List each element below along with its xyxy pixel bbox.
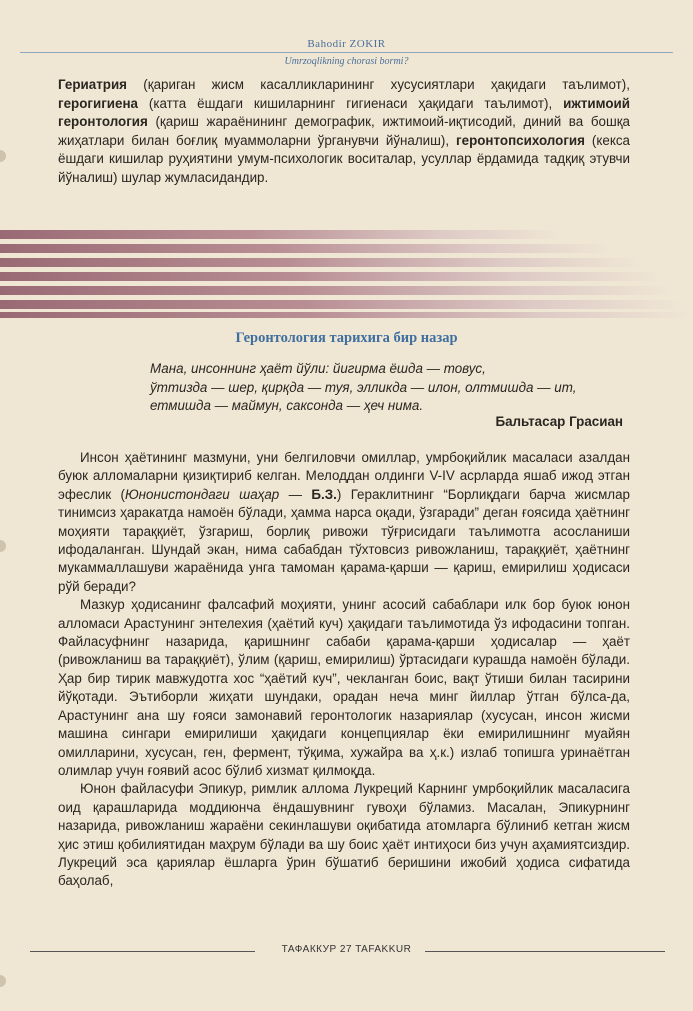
paragraph: Юнон файласуфи Эпикур, римлик аллома Лукреций Карнинг умрбоқийлик масаласига оид қарашларида моддиюнча ёндашувнинг гувоҳи бўламиз. Масалан, Эпикурнинг назарида, ривожланиш жараёни секинлашуви оқибатида атомларга бўлиниб кетган жисм ҳис этиш қобилиятидан маҳрум бўлади ва шу боис ҳаёт интиҳоси биз учун аҳамиятсиздир. Лукреций эса қариялар ёшларга ўрин бўшатиб беришини ижобий ҳодиса сифатида баҳолаб, [58, 781, 630, 889]
editor-initials: Б.З. [311, 486, 337, 502]
binder-hole [0, 150, 6, 162]
stripe [0, 300, 680, 309]
epigraph-line: ўттизда — шер, қирқда — туя, элликда — илон, олтмишда — ит, [150, 379, 577, 395]
stripe [0, 312, 690, 318]
footer-text-wrap [0, 944, 693, 955]
header-rule [20, 52, 673, 53]
footer-text: ТАФАККУР 27 TAFAKKUR [276, 944, 418, 955]
editor-note-italic: Юнонистондаги шаҳар [124, 486, 280, 502]
term-geropsychology: геронтопсихология [456, 132, 585, 148]
paragraph-text: ) Гераклитнинг “Борлиқдаги барча жисмлар тинимсиз ҳаракатда намоён бўлади, ҳамма нарса оқади, ўзгаради” деган ғоясида ҳаётнинг моҳияти тараққиёт, ўзгариш, борлиқ ривожи тўғрисидаги таълимотга асосланиши ифодаланган. Шундай экан, нима сабабдан тўхтовсиз ривожланиш, тараққиёт, ҳаётнинг мукаммаллашуви жараёнида унга тамоман қарама-қарши — қариш, емирилиш ҳодисаси рўй беради? [58, 486, 630, 594]
intro-text-3: (қариш жараёнининг демографик, ижтимоий-иқтисодий, диний ва бошқа жиҳатлари билан боғлиқ муаммоларни ўрганувчи йўналиш), [58, 114, 630, 148]
decorative-stripes [0, 226, 693, 326]
term-gerohygiene: герогигиена [58, 95, 138, 111]
epigraph-line: Мана, инсоннинг ҳаёт йўли: йигирма ёшда — товус, [150, 361, 486, 376]
running-head-author: Bahodir ZOKIR [307, 38, 386, 50]
stripe [0, 272, 660, 281]
binder-hole [0, 975, 6, 987]
term-social-gerontology: ижтимоий геронтология [58, 95, 630, 130]
paragraph-text: — [279, 486, 312, 502]
running-head-title: Umrzoqlikning chorasi bormi? [284, 56, 409, 67]
stripe [0, 230, 560, 239]
epigraph-author: Бальтасар Грасиан [495, 414, 623, 429]
term-geriatrics: Гериатрия [58, 77, 127, 92]
epigraph-line: етмишда — маймун, саксонда — ҳеч нима. [150, 398, 424, 414]
paragraph-text: Инсон ҳаётининг мазмуни, уни белгиловчи омиллар, умрбоқийлик масаласи азалдан буюк алломаларни қизиқтириб келган. Мелоддан олдинги V-IV асрларда яшаб ижод этган эфеслик ( [58, 450, 630, 502]
intro-text-1: (қариган жисм касалликларининг хусусиятлари ҳақидаги таълимот), [127, 77, 630, 92]
epigraph [150, 360, 620, 416]
stripe [0, 244, 610, 253]
stripe [0, 286, 670, 295]
intro-text-4: (кекса ёшдаги кишилар руҳиятини умум-психологик воситалар, усуллар ёрдамида тадқиқ этувчи йўналиш) шулар жумласидандир. [58, 132, 630, 185]
paragraph [58, 449, 630, 596]
binder-hole [0, 540, 6, 552]
intro-text-2: (катта ёшдаги кишиларнинг гигиенаси ҳақидаги таълимот), [137, 95, 564, 111]
stripe [0, 258, 640, 267]
body-text [58, 449, 630, 891]
intro-paragraph [58, 76, 630, 188]
section-title: Геронтология тарихига бир назар [235, 330, 458, 346]
paragraph: Мазкур ҳодисанинг фалсафий моҳияти, унинг асосий сабаблари илк бор буюк юнон алломаси Арастунинг энтелехия (ҳаётий куч) ҳақидаги таълимотида ўз ифодасини топган. Файласуфнинг назарида, қаришнинг сабаби қарама-қарши ҳодисалар — ҳаёт (ривожланиш ва тараққиёт), ўлим (қариш, емирилиш) ўртасидаги курашда намоён бўлади. Ҳар бир тирик мавжудотга хос “ҳаётий куч”, чекланган боис, вақт ўтиши билан тасирини йўқотади. Эътиборли жиҳати шундаки, орадан неча минг йиллар ўтган бўлса-да, Арастунинг ана шу ғояси замонавий геронтологик назариялар (хусусан, инсон жисми машина сингари емирилиши ҳақидаги концепциялар ёки емирилишнинг муайян омилларини, хусусан, ген, фермент, тўқима, хужайра ва ҳ.к.) излаб топишга уринаётган олимлар учун ғоявий асос бўлиб хизмат қилмоқда. [58, 597, 630, 778]
